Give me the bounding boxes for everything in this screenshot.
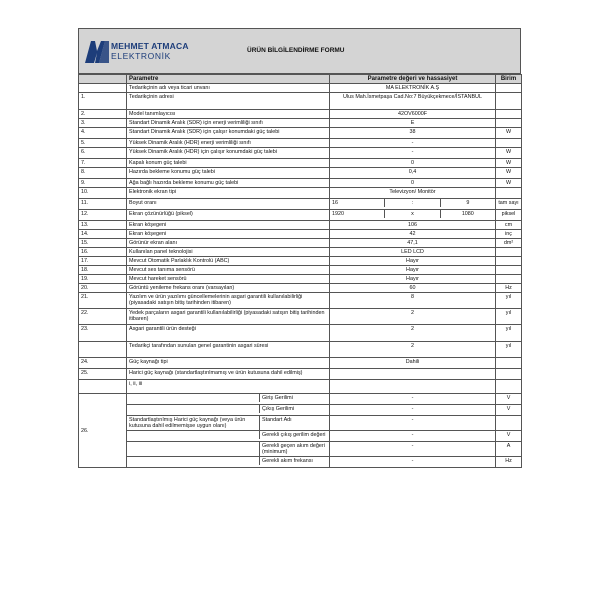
table-row (79, 188, 522, 199)
row-value (330, 199, 496, 210)
row-parameter: Boyut oranı (127, 199, 330, 210)
table-row (79, 325, 522, 342)
table-row (79, 159, 522, 168)
table-row (79, 139, 522, 148)
row-parameter: Yüksek Dinamik Aralık (HDR) enerji verimliliği sınıfı (127, 139, 330, 148)
row-unit (496, 248, 522, 257)
spec-table (78, 74, 522, 468)
row-value: 0 (330, 179, 496, 188)
row-number: 11. (79, 199, 127, 210)
table-row (79, 309, 522, 325)
table-row (79, 369, 522, 380)
row-number: 1. (79, 93, 127, 110)
row-number: 19. (79, 275, 127, 284)
header-param: Parametre (127, 75, 330, 84)
row-unit (496, 93, 522, 110)
row-value: 38 (330, 128, 496, 139)
table-row (79, 210, 522, 221)
row-number: 23. (79, 325, 127, 342)
table-row (79, 394, 522, 405)
row-parameter: Güç kaynağı tipi (127, 358, 330, 369)
row26-parameter: Standartlaştırılmış Harici güç kaynağı (veya ürün kutusuna dahil edilmemişse uygun olanı) (127, 416, 260, 430)
row-unit: cm (496, 221, 522, 230)
row-unit: yıl (496, 309, 522, 325)
row-value: 42OV6000F (330, 110, 496, 119)
row-number: 24. (79, 358, 127, 369)
row-unit: V (496, 431, 522, 442)
table-row (79, 380, 522, 394)
row-value: Hayır (330, 257, 496, 266)
row-roman: i, ii, iii (127, 380, 330, 394)
row-parameter: Kapalı konum güç talebi (127, 159, 330, 168)
row26-parameter (127, 405, 260, 413)
row-value-part: 16 (330, 199, 385, 207)
table-row (79, 179, 522, 188)
row-number: 12. (79, 210, 127, 221)
row-parameter: Asgari garantili ürün desteği (127, 325, 330, 342)
row-unit: tam sayı (496, 199, 522, 210)
row-parameter (127, 457, 330, 468)
table-row (79, 342, 522, 358)
row-number (79, 342, 127, 358)
row-unit: V (496, 405, 522, 416)
row26-parameter (127, 394, 260, 402)
row-number: 4. (79, 128, 127, 139)
row-value: MA ELEKTRONİK A.Ş (330, 84, 496, 93)
row-unit: W (496, 159, 522, 168)
row-value: - (330, 405, 496, 416)
header-no (79, 75, 127, 84)
row-value: - (330, 416, 496, 431)
row-value-part: 1080 (461, 211, 474, 217)
row-value-part: 9 (466, 200, 470, 206)
row-number: 9. (79, 179, 127, 188)
table-row (79, 266, 522, 275)
row-number: 25. (79, 369, 127, 380)
row-unit: W (496, 179, 522, 188)
row-number: 21. (79, 293, 127, 309)
row-unit: Hz (496, 457, 522, 468)
row-unit (496, 139, 522, 148)
row-value: Hayır (330, 266, 496, 275)
row-value-part: : (385, 199, 440, 207)
row-parameter: Mevcut Otomatik Parlaklık Kontrolü (ABC) (127, 257, 330, 266)
row-unit (496, 275, 522, 284)
row-value: 0,4 (330, 168, 496, 179)
row-unit: Hz (496, 284, 522, 293)
row-parameter: Ağa bağlı hazırda bekleme konumu güç talebi (127, 179, 330, 188)
sub-parameter: Gerekli çıkış gerilim değeri (262, 432, 326, 438)
row-parameter: Elektronik ekran tipi (127, 188, 330, 199)
row-parameter: Harici güç kaynağı (standartlaştırılmamış ve ürün kutusuna dahil edilmiş) (127, 369, 330, 380)
table-row (79, 275, 522, 284)
row26-parameter (127, 457, 260, 465)
row-parameter: Ekran çözünürlüğü (piksel) (127, 210, 330, 221)
row-parameter: Yüksek Dinamik Aralık (HDR) için çalışır konumdaki güç talebi (127, 148, 330, 159)
row-unit (496, 110, 522, 119)
row-parameter: Ekran köşegeni (127, 230, 330, 239)
row-parameter (127, 416, 330, 431)
row-value: 106 (330, 221, 496, 230)
row-parameter: Tedarikçinin adı veya ticari unvanı (127, 84, 330, 93)
table-row (79, 416, 522, 431)
row-parameter: Görüntü yenileme frekans oranı (varsayılan) (127, 284, 330, 293)
row-value: - (330, 442, 496, 457)
row-parameter: Ekran köşegeni (127, 221, 330, 230)
row-parameter: Standart Dinamik Aralık (SDR) için çalışır konumdaki güç talebi (127, 128, 330, 139)
row-value (330, 369, 496, 380)
row-parameter: Yazılım ve ürün yazılımı güncellemelerinin asgari garantili kullanılabilirliği (piyasadaki satışın bitiş tarihinden itibaren) (127, 293, 330, 309)
sub-parameter: Çıkış Gerilimi (262, 406, 295, 412)
row-parameter: Tedarikçinin adresi (127, 93, 330, 110)
row-value: 8 (330, 293, 496, 309)
row-value: - (330, 394, 496, 405)
table-header (79, 75, 522, 84)
row-value (330, 210, 496, 221)
row-value: Hayır (330, 275, 496, 284)
row-unit: W (496, 148, 522, 159)
row-unit: dm² (496, 239, 522, 248)
row-value: LED LCD (330, 248, 496, 257)
table-row (79, 128, 522, 139)
row-number: 26. (79, 394, 127, 468)
row-unit: yıl (496, 325, 522, 342)
table-body (79, 84, 522, 468)
row-value: 0 (330, 159, 496, 168)
row-number: 14. (79, 230, 127, 239)
row-value-part: 1920 (330, 210, 385, 218)
row-parameter: Standart Dinamik Aralık (SDR) için enerji verimliliği sınıfı (127, 119, 330, 128)
row-value: Ulus Mah.İsmetpaşa Cad.No:7 Büyükçekmece/İSTANBUL (330, 93, 496, 110)
row-parameter: Mevcut hareket sensörü (127, 275, 330, 284)
row-value: Televizyon/ Monitör (330, 188, 496, 199)
product-information-form (78, 28, 521, 468)
row-number: 18. (79, 266, 127, 275)
row-unit (496, 266, 522, 275)
table-row (79, 405, 522, 416)
form-title: ÜRÜN BİLGİLENDİRME FORMU (247, 47, 345, 54)
row-parameter (127, 442, 330, 457)
table-row (79, 442, 522, 457)
row-number: 8. (79, 168, 127, 179)
row-number: 17. (79, 257, 127, 266)
row-unit (496, 416, 522, 431)
sub-parameter: Gerekli akım frekansı (262, 458, 313, 464)
table-row (79, 358, 522, 369)
row-unit (496, 358, 522, 369)
sub-parameter: Standart Adı (262, 417, 292, 423)
table-row (79, 284, 522, 293)
sub-parameter: Gerekli geçen akım değeri (minimum) (262, 443, 325, 455)
row-unit (496, 119, 522, 128)
table-row (79, 257, 522, 266)
table-row (79, 457, 522, 468)
row-parameter (127, 405, 330, 416)
row-number: 16. (79, 248, 127, 257)
row-number: 20. (79, 284, 127, 293)
table-row (79, 84, 522, 93)
row-unit: yıl (496, 342, 522, 358)
row-unit (496, 380, 522, 394)
sub-parameter: Giriş Gerilimi (262, 395, 293, 401)
brand-name: MEHMET ATMACA (111, 41, 189, 51)
row-parameter: Görünür ekran alanı (127, 239, 330, 248)
row-number: 10. (79, 188, 127, 199)
row-unit: yıl (496, 293, 522, 309)
row-value (330, 380, 496, 394)
table-row (79, 221, 522, 230)
row-unit: V (496, 394, 522, 405)
row-value-part: x (385, 210, 440, 218)
row-number: 7. (79, 159, 127, 168)
row-value: 47,1 (330, 239, 496, 248)
form-header (78, 28, 521, 74)
row-number (79, 84, 127, 93)
row-number: 13. (79, 221, 127, 230)
row-value: - (330, 139, 496, 148)
row-unit: inç (496, 230, 522, 239)
header-unit: Birim (496, 75, 522, 84)
table-row (79, 148, 522, 159)
row-value: 60 (330, 284, 496, 293)
row-unit: W (496, 128, 522, 139)
row-number (79, 380, 127, 394)
row-parameter: Model tanımlayıcısı (127, 110, 330, 119)
row-unit: W (496, 168, 522, 179)
row-unit: piksel (496, 210, 522, 221)
row-parameter: Tedarikçi tarafından sunulan genel garantinin asgari süresi (127, 342, 330, 358)
table-row (79, 239, 522, 248)
table-row (79, 93, 522, 110)
row-parameter: Hazırda bekleme konumu güç talebi (127, 168, 330, 179)
row-parameter (127, 431, 330, 442)
row-value: - (330, 457, 496, 468)
row-value: Dahili (330, 358, 496, 369)
row-parameter: Kullanılan panel teknolojisi (127, 248, 330, 257)
row-parameter: Mevcut ses tanıma sensörü (127, 266, 330, 275)
table-row (79, 119, 522, 128)
row-unit (496, 84, 522, 93)
row-parameter: Yedek parçaların asgari garantili kullanılabilirliği (piyasadaki satışın bitiş tarihinden itibaren) (127, 309, 330, 325)
row-value: E (330, 119, 496, 128)
table-row (79, 168, 522, 179)
company-logo (85, 41, 205, 65)
header-value: Parametre değeri ve hassasiyet (330, 75, 496, 84)
row-unit (496, 188, 522, 199)
row-unit (496, 369, 522, 380)
row-number: 15. (79, 239, 127, 248)
row-value: 2 (330, 309, 496, 325)
row-number: 22. (79, 309, 127, 325)
table-row (79, 110, 522, 119)
row-number: 2. (79, 110, 127, 119)
ma-logo-icon (85, 41, 109, 63)
row-value: - (330, 148, 496, 159)
row-value: 2 (330, 342, 496, 358)
table-row (79, 293, 522, 309)
table-row (79, 199, 522, 210)
row-parameter (127, 394, 330, 405)
row-number: 5. (79, 139, 127, 148)
table-row (79, 248, 522, 257)
table-row (79, 230, 522, 239)
brand-subtitle: ELEKTRONİK (111, 51, 171, 61)
row-unit (496, 257, 522, 266)
row-value: - (330, 431, 496, 442)
table-row (79, 431, 522, 442)
row-value: 2 (330, 325, 496, 342)
row-value: 42 (330, 230, 496, 239)
row26-parameter (127, 442, 260, 456)
row-number: 3. (79, 119, 127, 128)
row-number: 6. (79, 148, 127, 159)
row26-parameter (127, 431, 260, 439)
row-unit: A (496, 442, 522, 457)
